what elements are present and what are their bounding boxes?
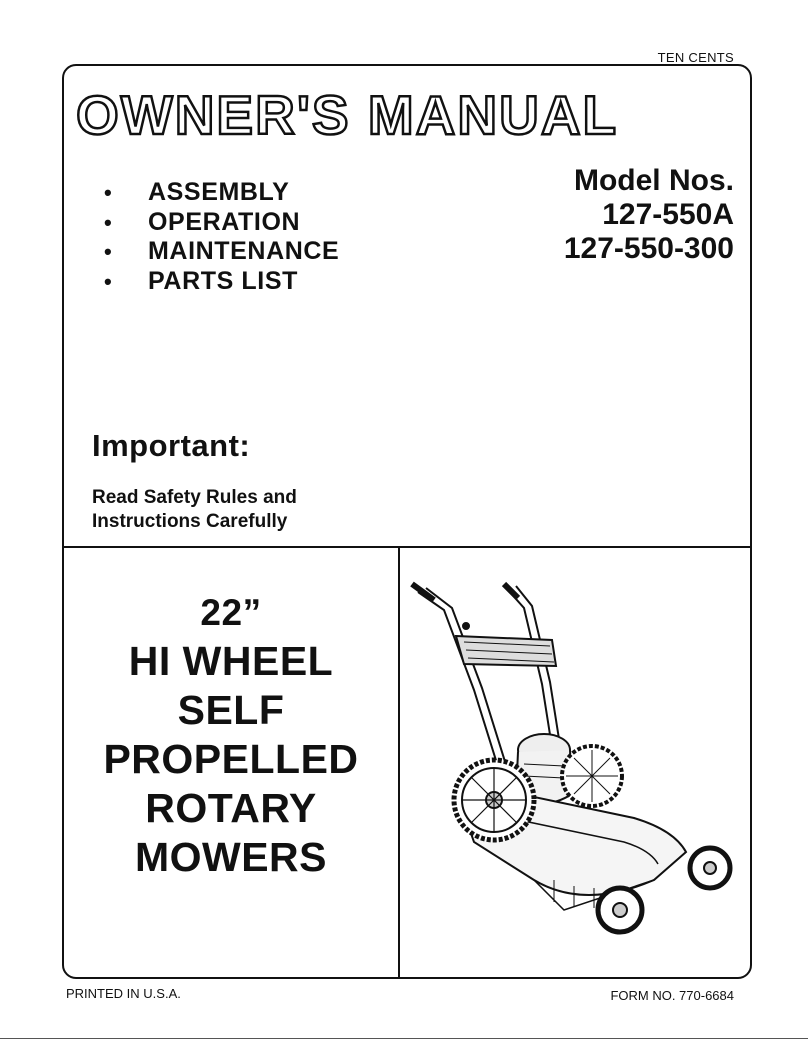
product-size: 22” [200,592,262,633]
lawn-mower-illustration [404,580,744,950]
bullet-icon: • [104,239,113,264]
list-item [104,208,339,238]
product-line: MOWERS [134,834,328,880]
product-line: PROPELLED [103,736,359,782]
product-line: ROTARY [145,785,317,831]
divider-horizontal [62,546,752,548]
manual-title: OWNER'S MANUAL [76,84,619,146]
model-numbers [564,164,734,266]
list-item [104,178,339,208]
model-heading: Model Nos. [573,164,734,197]
bullet-icon: • [104,268,113,294]
list-item [104,267,339,297]
product-name [64,588,398,882]
list-item-label: PARTS LIST [148,266,298,295]
list-item [104,237,339,267]
page-edge-rule [0,1038,808,1039]
price-label: TEN CENTS [657,50,734,65]
list-item-label: MAINTENANCE [148,237,340,265]
safety-note-line: Read Safety Rules and [92,487,297,508]
list-item-label: OPERATION [148,207,301,236]
printed-in-label: PRINTED IN U.S.A. [66,986,181,1001]
bullet-icon: • [104,180,113,205]
product-line: SELF [177,687,285,733]
contents-list [104,178,339,296]
bullet-icon: • [104,209,113,235]
form-number: FORM NO. 770-6684 [610,988,734,1003]
list-item-label: ASSEMBLY [148,178,290,206]
divider-vertical [398,546,400,979]
important-heading: Important: [92,428,251,463]
safety-note-line: Instructions Carefully [92,511,288,532]
model-number: 127-550-300 [563,232,734,265]
safety-note [92,486,297,534]
product-line: HI WHEEL [128,638,334,684]
model-number: 127-550A [602,198,734,231]
